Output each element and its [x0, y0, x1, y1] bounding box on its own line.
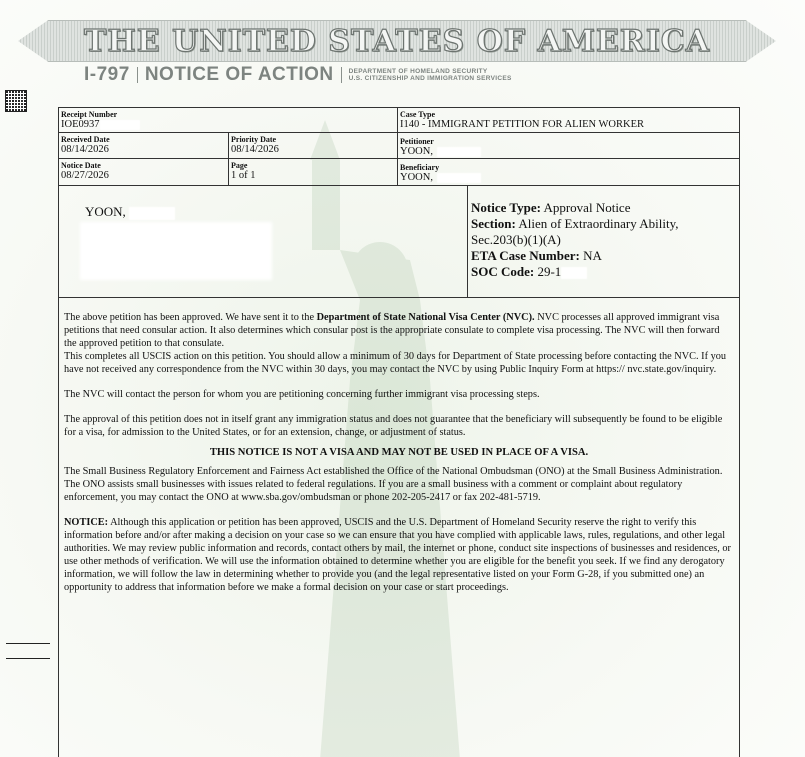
notice-label: NOTICE: [64, 517, 109, 528]
receipt-number-text: IOE0937 [61, 119, 100, 130]
table-divider [58, 297, 740, 298]
table-divider [58, 158, 740, 159]
soc-label: SOC Code: [471, 264, 535, 279]
soc-line [471, 264, 733, 280]
table-divider [467, 185, 468, 297]
section-label: Section: [471, 216, 516, 231]
redaction [100, 120, 140, 130]
table-divider [397, 107, 398, 185]
verification-notice-text: Although this application or petition has been approved, USCIS and the U.S. Department of Homeland Security reserve the right to verify this information before and/or after making a decision on your case so we can ensure that you have complied with applicable laws, rules, regulations, and other legal authorities. We may review public information and records, contact others by mail, the internet or phone, conduct site inspections of businesses and residences, or use other methods of verification. We will use the information obtained to determine whether you are eligible for the benefit you seek. If we find any derogatory information, we will follow the law in determining whether to provide you (and the legal representative listed on your Form G-28, if you submitted one) an opportunity to address that information before we make a formal decision on your case or start proceedings. [64, 517, 731, 593]
address-redaction [80, 222, 272, 280]
table-divider [58, 132, 740, 133]
nvc-contact-paragraph: The NVC will contact the person for whom you are petitioning concerning further immigrant visa processing steps. [64, 389, 540, 400]
page-value: 1 of 1 [231, 170, 256, 181]
eta-line [471, 248, 733, 264]
barcode-icon [5, 90, 27, 112]
case-type-label: Case Type [400, 110, 436, 119]
redaction [561, 267, 587, 279]
header-divider [137, 67, 138, 83]
redaction [437, 147, 481, 157]
redaction [129, 207, 175, 220]
notice-info [471, 200, 733, 280]
priority-date-label: Priority Date [231, 135, 277, 144]
addressee-name [85, 204, 175, 220]
section-value: Alien of Extraordinary Ability, Sec.203(b)(1)(A) [471, 216, 679, 247]
form-header [84, 64, 512, 86]
eta-label: ETA Case Number: [471, 248, 580, 263]
addressee-name-text: YOON, [85, 204, 126, 219]
soc-value: 29-1 [537, 264, 562, 279]
nvc-name: Department of State National Visa Center (NVC). [316, 312, 535, 323]
completion-paragraph: This completes all USCIS action on this petition. You should allow a minimum of 30 days for Department of State processing before contacting the NVC. If you have not received any correspondence from the NVC within 30 days, you may contact the NVC by using Public Inquiry Form at https:// nvc.state.gov/inquiry. [64, 351, 727, 375]
notice-title: NOTICE OF ACTION [144, 64, 334, 85]
fold-mark [6, 643, 50, 644]
notice-type-label: Notice Type: [471, 200, 541, 215]
redaction [437, 173, 481, 183]
petitioner-label: Petitioner [400, 137, 434, 146]
notice-type-line [471, 200, 733, 216]
fold-mark [6, 658, 50, 659]
received-date-value: 08/14/2026 [61, 144, 109, 155]
petitioner-text: YOON, [400, 146, 433, 157]
petitioner-value [400, 146, 481, 158]
table-divider [58, 185, 740, 186]
received-date-label: Received Date [61, 135, 110, 144]
department-line: DEPARTMENT OF HOMELAND SECURITY [348, 68, 488, 75]
eta-value: NA [583, 248, 602, 263]
banner-title: THE UNITED STATES OF AMERICA [84, 23, 710, 59]
spacer [64, 401, 734, 413]
case-type-value: I140 - IMMIGRANT PETITION FOR ALIEN WORKER [400, 119, 645, 130]
notice-date-value: 08/27/2026 [61, 170, 109, 181]
approval-text-cont: NVC processes all approved immigrant visa petitions that need consular action. It also determines which consular post is the appropriate consulate to complete visa processing. The NVC will then forward the approved petition to that consulate. [64, 312, 720, 349]
header-divider [341, 67, 342, 83]
page-label: Page [231, 161, 248, 170]
status-disclaimer-paragraph: The approval of this petition does not in itself grant any immigration status and does not guarantee that the beneficiary will subsequently be found to be eligible for a visa, for admission to the United States, or for an extension, change, or adjustment of status. [64, 414, 723, 438]
receipt-number-value [61, 119, 140, 131]
spacer [64, 376, 734, 388]
approval-paragraph [64, 311, 734, 350]
department-block [349, 68, 512, 82]
notice-type-value: Approval Notice [543, 200, 631, 215]
verification-notice-paragraph [64, 516, 734, 594]
receipt-number-label: Receipt Number [61, 110, 118, 119]
agency-line: U.S. CITIZENSHIP AND IMMIGRATION SERVICES [348, 75, 512, 82]
beneficiary-value [400, 172, 481, 184]
ombudsman-paragraph: The Small Business Regulatory Enforcement and Fairness Act established the Office of the National Ombudsman (ONO) at the Small Business Administration. The ONO assists small businesses with issues related to federal regulations. If you are a small business with a comment or complaint about regulatory enforcement, you may contact the ONO at www.sba.gov/ombudsman or phone 202-205-2417 or fax 202-481-5719. [64, 466, 723, 503]
priority-date-value: 08/14/2026 [231, 144, 279, 155]
form-number: I-797 [84, 64, 130, 85]
beneficiary-text: YOON, [400, 172, 433, 183]
section-line [471, 216, 733, 248]
spacer [64, 504, 734, 516]
beneficiary-label: Beneficiary [400, 163, 440, 172]
notice-date-label: Notice Date [61, 161, 101, 170]
visa-warning: THIS NOTICE IS NOT A VISA AND MAY NOT BE USED IN PLACE OF A VISA. [209, 447, 589, 458]
notice-body [64, 311, 734, 594]
table-divider [228, 132, 229, 185]
approval-text: The above petition has been approved. We have sent it to the [64, 312, 317, 323]
